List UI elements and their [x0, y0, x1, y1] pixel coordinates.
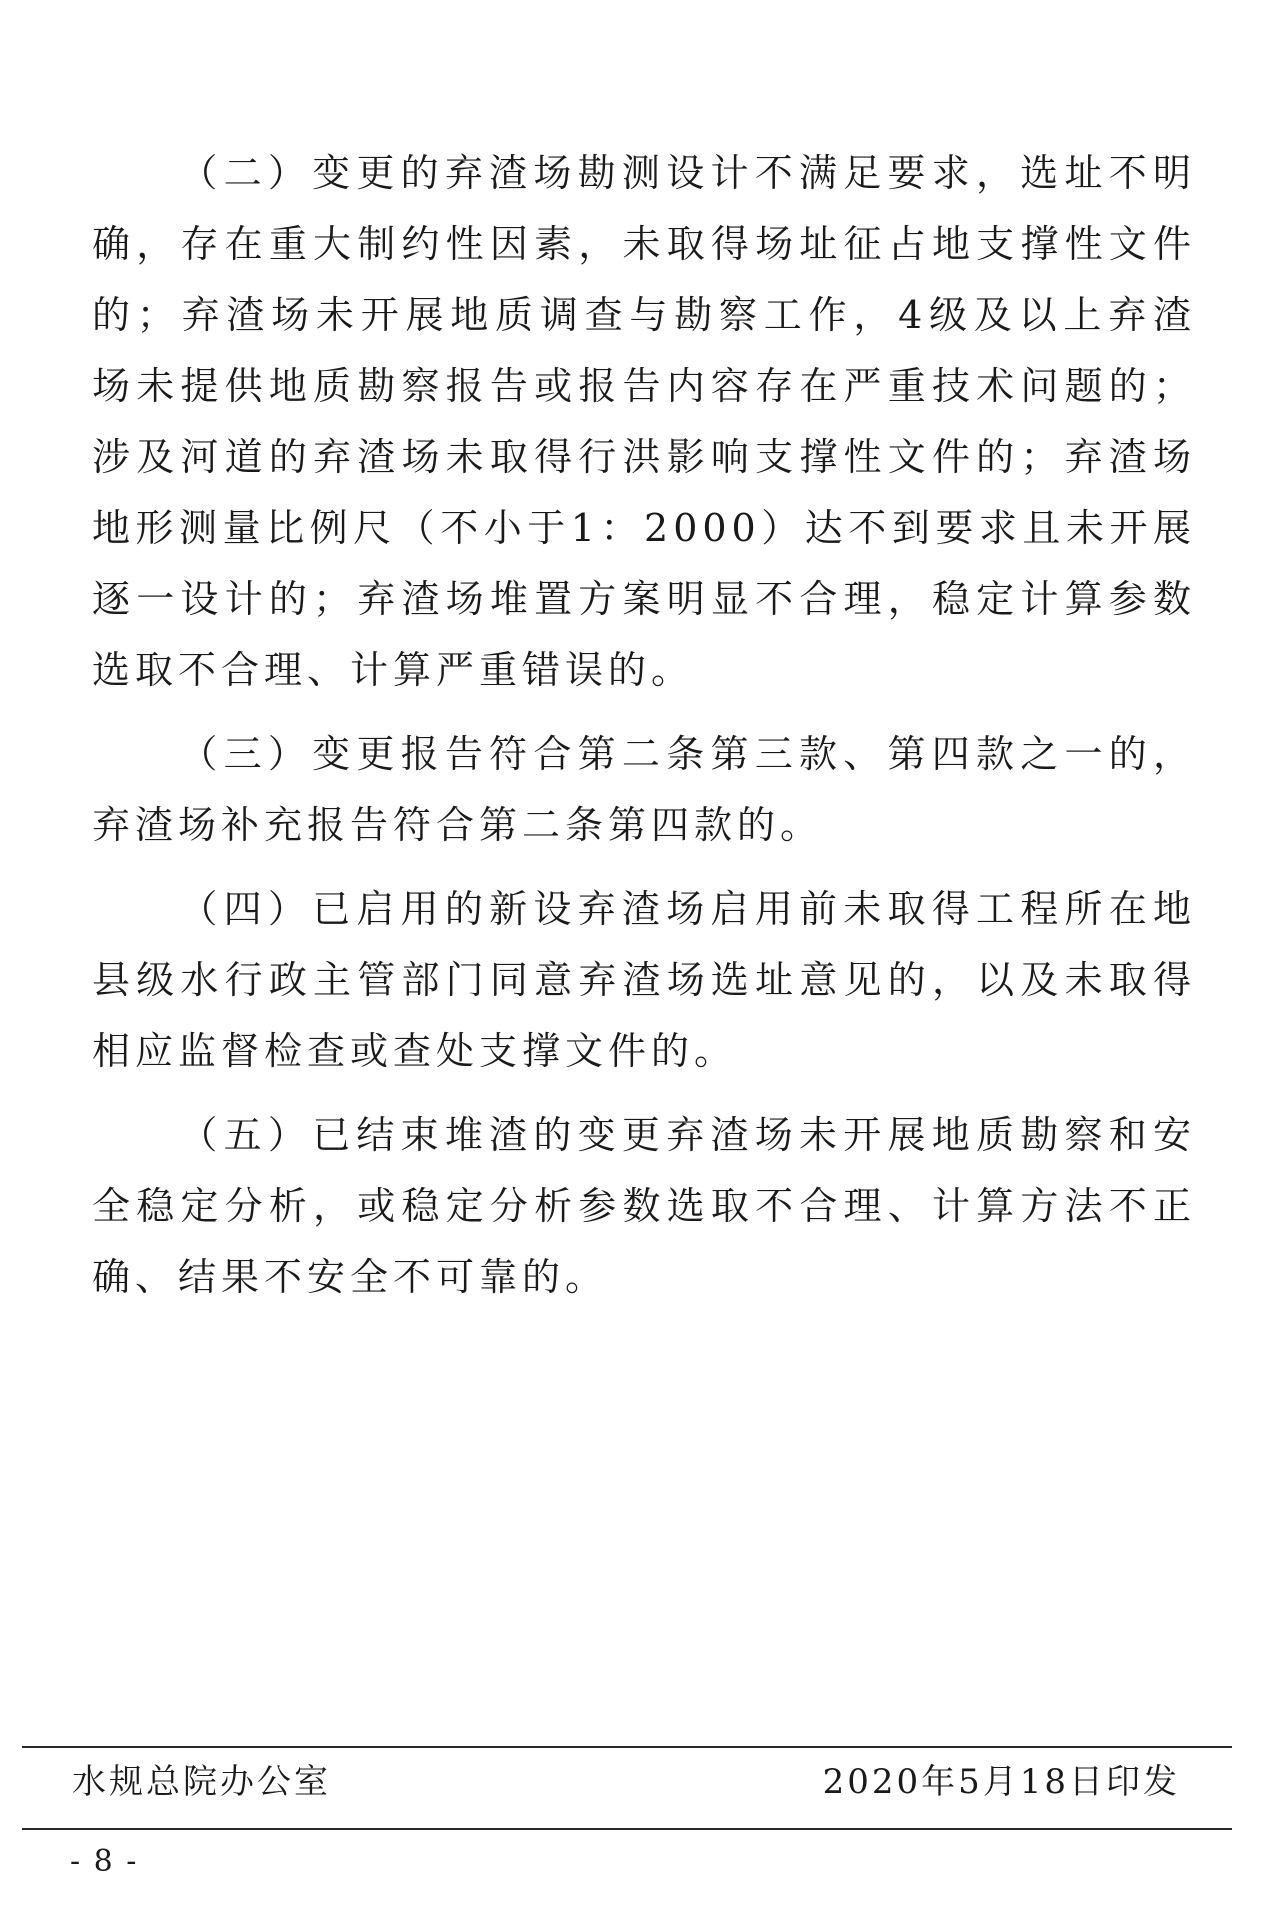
footer-bottom-divider: [22, 1828, 1232, 1830]
paragraph-4: （四）已启用的新设弃渣场启用前未取得工程所在地县级水行政主管部门同意弃渣场选址意见的，以及未取得相应监督检查或查处支撑文件的。: [92, 887, 1196, 1073]
footer-top-divider: [22, 1746, 1232, 1748]
paragraph-3: （三）变更报告符合第二条第三款、第四款之一的，弃渣场补充报告符合第二条第四款的。: [92, 732, 1196, 847]
document-body: [92, 138, 1196, 1313]
page-number: - 8 -: [70, 1844, 139, 1879]
footer-issuer: 水规总院办公室: [72, 1762, 331, 1802]
paragraph-2: （二）变更的弃渣场勘测设计不满足要求，选址不明确，存在重大制约性因素，未取得场址征占地支撑性文件的；弃渣场未开展地质调查与勘察工作，4级及以上弃渣场未提供地质勘察报告或报告内容存在严重技术问题的；涉及河道的弃渣场未取得行洪影响支撑性文件的；弃渣场地形测量比例尺（不小于1：2000）达不到要求且未开展逐一设计的；弃渣场堆置方案明显不合理，稳定计算参数选取不合理、计算严重错误的。: [92, 151, 1196, 692]
paragraph-5: （五）已结束堆渣的变更弃渣场未开展地质勘察和安全稳定分析，或稳定分析参数选取不合理、计算方法不正确、结果不安全不可靠的。: [92, 1113, 1196, 1299]
footer-issue-date: 2020年5月18日印发: [822, 1762, 1180, 1802]
